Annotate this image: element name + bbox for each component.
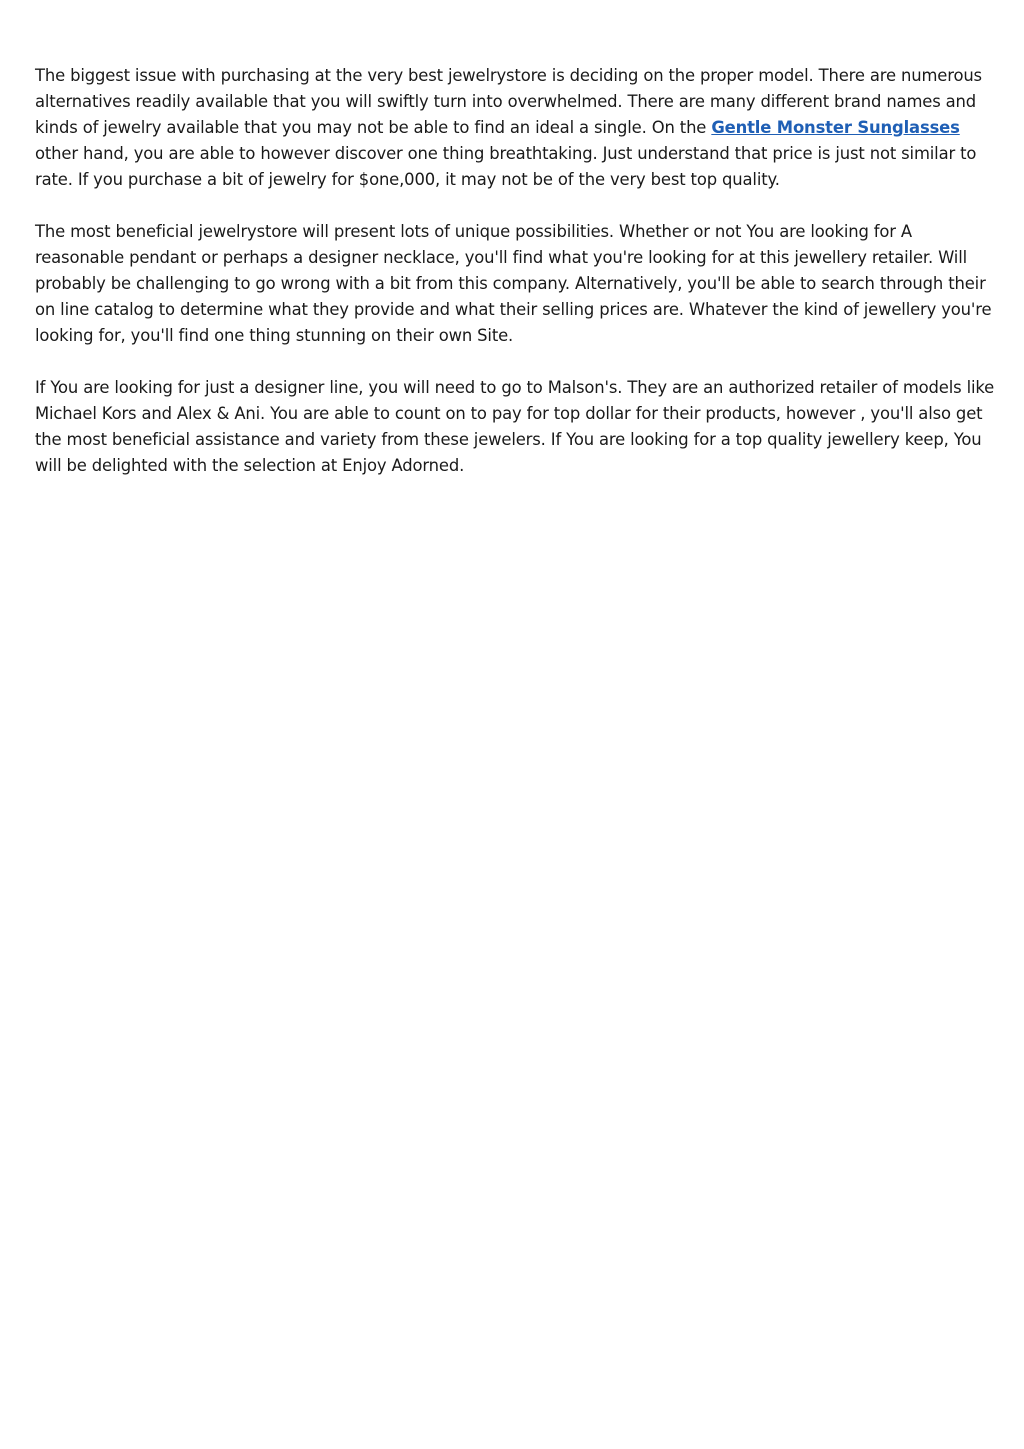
paragraph-1: [35, 63, 995, 193]
document-body: [35, 63, 995, 505]
paragraph-2: The most beneficial jewelrystore will present lots of unique possibilities. Whether or not You are looking for A reasonable pendant or perhaps a designer necklace, you'll find what you're looking for at this jewellery retailer. Will probably be challenging to go wrong with a bit from this company. Alternatively, you'll be able to search through their on line catalog to determine what they provide and what their selling prices are. Whatever the kind of jewellery you're looking for, you'll find one thing stunning on their own Site.: [35, 222, 992, 345]
paragraph-1-text-after-link: other hand, you are able to however discover one thing breathtaking. Just understand that price is just not similar to rate. If you purchase a bit of jewelry for $one,000, it may not be of the very best top quality.: [35, 144, 977, 189]
paragraph-1-text-before-link: The biggest issue with purchasing at the very best jewelrystore is deciding on the proper model. There are numerous alternatives readily available that you will swiftly turn into overwhelmed. There are many different brand names and kinds of jewelry available that you may not be able to find an ideal a single. On the: [35, 66, 982, 137]
paragraph-3: If You are looking for just a designer line, you will need to go to Malson's. They are an authorized retailer of models like Michael Kors and Alex & Ani. You are able to count on to pay for top dollar for their products, however , you'll also get the most beneficial assistance and variety from these jewelers. If You are looking for a top quality jewellery keep, You will be delighted with the selection at Enjoy Adorned.: [35, 378, 995, 475]
gentle-monster-sunglasses-link[interactable]: Gentle Monster Sunglasses: [711, 118, 960, 137]
